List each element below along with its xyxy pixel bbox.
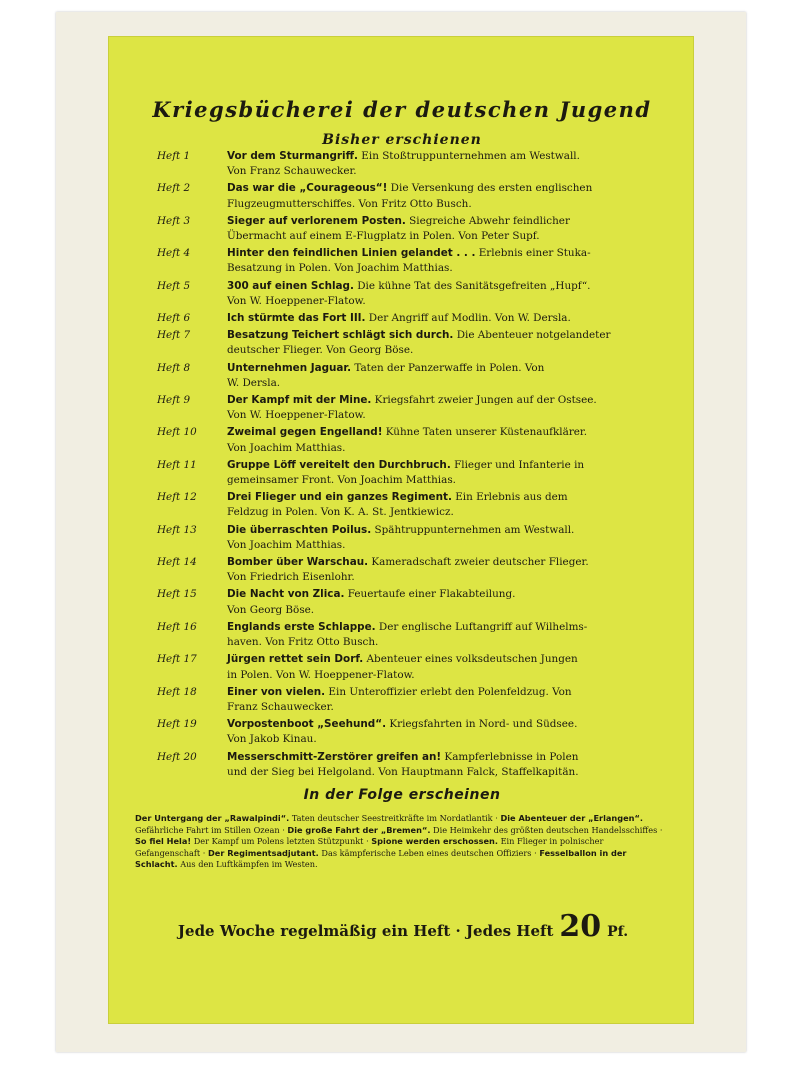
issue-number: Heft 14 [157,556,197,569]
issue-entry [157,490,689,520]
issue-description: Der englische Luftangriff auf Wilhelms- haven. Von Fritz Otto Busch. [227,620,588,649]
issue-number: Heft 1 [157,150,191,162]
issue-description: Taten der Panzerwaffe in Polen. Von W. Dersla. [227,361,545,389]
issue-text [227,458,689,488]
issue-title: Messerschmitt-Zerstörer greifen an! [227,750,442,763]
issue-title: Zweimal gegen Engelland! [227,426,383,439]
issue-title: Unternehmen Jaguar. [227,361,352,374]
issue-text [227,149,689,179]
issue-number: Heft 8 [157,361,191,374]
issue-description: Ein Erlebnis aus dem Feldzug in Polen. Von K. A. St. Jentkiewicz. [227,491,568,519]
upcoming-description: Das kämpferische Leben eines deutschen Offiziers · [318,847,540,858]
issue-title: Hinter den feindlichen Linien gelandet . . . [227,247,476,260]
issue-entry [157,279,689,309]
issue-entry [157,393,689,423]
issue-description: Die Versenkung des ersten englischen Flugzeugmutterschiffes. Von Fritz Otto Busch. [227,182,593,210]
page-title: Kriegsbücherei der deutschen Jugend [152,97,652,122]
issue-text [227,685,689,715]
upcoming-title-item: Fesselballon in der Schlacht. [135,847,627,870]
issue-number: Heft 11 [157,458,197,471]
upcoming-description: Die Heimkehr des größten deutschen Handelsschiffes · [430,824,663,835]
issue-entry [157,425,689,455]
issue-entry [157,587,689,617]
issue-title: Die überraschten Poilus. [227,523,372,536]
upcoming-title-item: So fiel Hela! [135,836,192,847]
issue-title: Gruppe Löff vereitelt den Durchbruch. [227,458,451,471]
issue-number: Heft 5 [157,279,191,292]
issue-entry [157,246,689,276]
footer-price: 20 [559,909,602,944]
issue-number: Heft 18 [157,685,197,698]
issue-entry [157,685,689,715]
issue-entry [157,750,689,780]
upcoming-description: Ein Flieger in polnischer Gefangenschaft · [135,836,604,858]
issue-description: Feuertaufe einer Flakabteilung. Von Georg Böse. [227,588,516,616]
issue-entry [157,328,689,358]
issue-text [227,652,689,682]
issue-text [227,214,689,244]
issue-number: Heft 6 [157,312,191,325]
issue-text [227,490,689,520]
issue-description: Kampferlebnisse in Polen und der Sieg bei Helgoland. Von Hauptmann Falck, Staffelkapitän. [227,750,579,778]
issue-entry [157,361,689,391]
issue-description: Spähtruppunternehmen am Westwall. Von Joachim Matthias. [227,523,575,551]
issue-number: Heft 7 [157,329,191,342]
upcoming-title-item: Die große Fahrt der „Bremen“. [287,824,431,835]
issue-entry [157,214,689,244]
issue-text [227,620,689,650]
issue-description: Die Abenteuer notgelandeter deutscher Flieger. Von Georg Böse. [227,329,611,357]
issue-number: Heft 17 [157,653,197,666]
issue-title: Bomber über Warschau. [227,556,369,569]
issue-description: Die kühne Tat des Sanitätsgefreiten „Hupf“. Von W. Hoeppener-Flatow. [227,279,591,307]
issue-description: Kühne Taten unserer Küstenaufklärer. Von Joachim Matthias. [227,426,588,454]
issue-description: Ein Stoßtruppunternehmen am Westwall. Von Franz Schauwecker. [227,150,580,178]
issue-entry [157,652,689,682]
issue-description: Abenteuer eines volksdeutschen Jungen in Polen. Von W. Hoeppener-Flatow. [227,653,578,681]
issue-description: Kriegsfahrt zweier Jungen auf der Ostsee. Von W. Hoeppener-Flatow. [227,394,597,422]
issue-text [227,181,689,211]
issue-description: Ein Unteroffizier erlebt den Polenfeldzug. Von Franz Schauwecker. [227,685,572,713]
issue-description: Siegreiche Abwehr feindlicher Übermacht auf einem E-Flugplatz in Polen. Von Peter Supf. [227,214,570,243]
issue-title: Vorpostenboot „Seehund“. [227,718,387,731]
issue-number: Heft 12 [157,491,197,504]
issue-title: Englands erste Schlappe. [227,620,376,633]
issue-title: 300 auf einen Schlag. [227,279,354,292]
issue-number: Heft 10 [157,426,197,439]
issue-title: Jürgen rettet sein Dorf. [227,653,364,666]
yellow-panel [108,36,694,1024]
issue-title: Besatzung Teichert schlägt sich durch. [227,329,454,342]
issue-title: Sieger auf verlorenem Posten. [227,214,406,227]
issue-text [227,587,689,617]
issue-number: Heft 3 [157,214,191,227]
issue-entry [157,717,689,747]
issue-text [227,750,689,780]
upcoming-list [135,813,671,871]
issue-text [227,279,689,309]
section-subtitle: Bisher erschienen [322,132,482,148]
upcoming-description: Gefährliche Fahrt im Stillen Ozean · [135,824,288,835]
issue-text [227,311,689,326]
issue-title: Der Kampf mit der Mine. [227,394,372,407]
footer-line [131,909,675,944]
issue-number: Heft 16 [157,620,197,633]
footer-unit: Pf. [607,924,629,940]
upcoming-title-item: Der Regimentsadjutant. [208,847,319,858]
issue-title: Vor dem Sturmangriff. [227,150,358,162]
issue-entry [157,555,689,585]
issue-entry [157,523,689,553]
issue-title: Die Nacht von Zlica. [227,588,345,601]
issue-title: Drei Flieger und ein ganzes Regiment. [227,491,452,504]
issue-entry [157,458,689,488]
issue-description: Erlebnis einer Stuka- Besatzung in Polen. Von Joachim Matthias. [227,247,591,275]
upcoming-title-item: Spione werden erschossen. [371,836,498,847]
issue-entry [157,311,689,326]
issue-text [227,246,689,276]
issue-text [227,328,689,358]
issue-number: Heft 19 [157,718,197,731]
upcoming-description: Taten deutscher Seestreitkräfte im Nordatlantik · [289,813,501,823]
issue-list [157,149,689,782]
issue-text [227,393,689,423]
issue-text [227,555,689,585]
issue-description: Flieger und Infanterie in gemeinsamer Front. Von Joachim Matthias. [227,458,585,487]
issue-text [227,717,689,747]
issue-number: Heft 2 [157,182,191,195]
issue-entry [157,181,689,211]
issue-entry [157,620,689,650]
issue-title: Ich stürmte das Fort III. [227,312,366,325]
upcoming-title-item: Der Untergang der „Rawalpindi“. [135,813,290,823]
issue-description: Der Angriff auf Modlin. Von W. Dersla. [365,312,571,325]
upcoming-title-item: Die Abenteuer der „Erlangen“. [500,813,643,823]
issue-description: Kriegsfahrten in Nord- und Südsee. Von Jakob Kinau. [227,718,578,746]
issue-text [227,523,689,553]
upcoming-title: In der Folge erscheinen [303,787,501,803]
issue-entry [157,149,689,179]
upcoming-description: Der Kampf um Polens letzten Stützpunkt · [191,836,372,847]
issue-number: Heft 15 [157,588,197,601]
issue-text [227,425,689,455]
issue-number: Heft 9 [157,394,191,407]
issue-description: Kameradschaft zweier deutscher Flieger. Von Friedrich Eisenlohr. [227,556,589,584]
issue-title: Einer von vielen. [227,685,326,698]
issue-number: Heft 20 [157,750,197,763]
page-sheet [56,12,746,1052]
issue-text [227,361,689,391]
issue-title: Das war die „Courageous“! [227,182,388,195]
footer-text: Jede Woche regelmäßig ein Heft · Jedes Heft [177,922,554,940]
issue-number: Heft 13 [157,523,197,536]
upcoming-description: Aus den Luftkämpfen im Westen. [177,859,318,870]
issue-number: Heft 4 [157,247,191,260]
